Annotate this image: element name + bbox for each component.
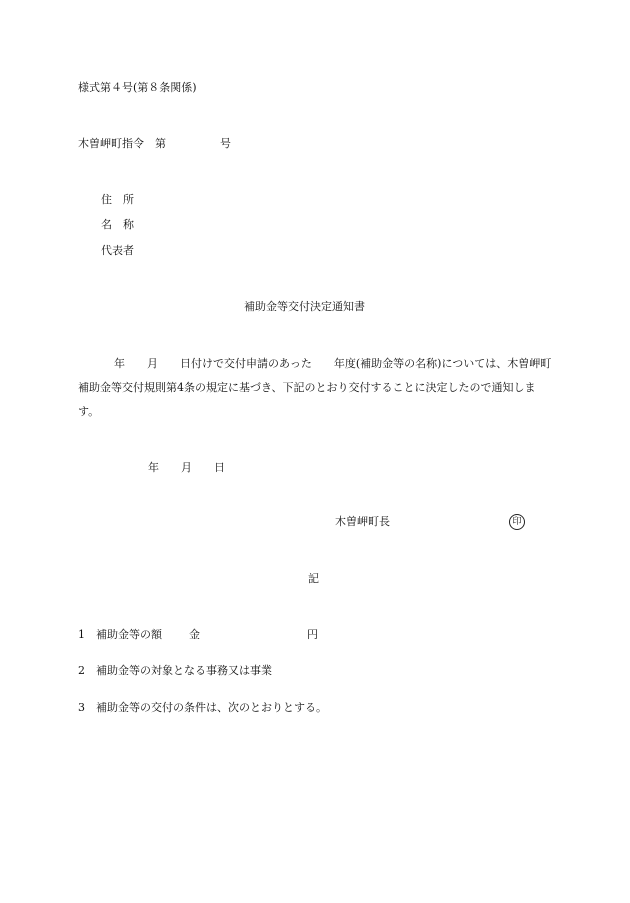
issuer-title: 木曽岬町長 [335, 515, 390, 528]
representative-label: 代表者 [101, 244, 134, 257]
body-paragraph: 年 月 日付けで交付申請のあった 年度(補助金等の名称)については、木曽岬町補助金等交付規則第4条の規定に基づき、下記のとおり交付することに決定したので通知します。 [78, 357, 552, 418]
item-2-label: 補助金等の対象となる事務又は事業 [96, 664, 272, 677]
form-number: 様式第４号(第８条関係) [78, 81, 197, 94]
document-title: 補助金等交付決定通知書 [244, 300, 365, 313]
date-line: 年 月 日 [148, 461, 225, 474]
item-1-number: 1 [78, 628, 85, 641]
item-1-kin: 金 [189, 628, 200, 641]
doc-number-prefix: 木曽岬町指令 第 [78, 137, 166, 150]
item-1-yen: 円 [307, 628, 318, 641]
item-2-number: 2 [78, 664, 85, 677]
ki-heading: 記 [308, 572, 319, 585]
doc-number-suffix: 号 [220, 137, 231, 150]
item-3-number: 3 [78, 701, 85, 714]
address-label: 住 所 [101, 193, 134, 206]
item-1-label: 補助金等の額 [96, 628, 162, 641]
seal-mark: 印 [509, 514, 525, 530]
name-label: 名 称 [101, 218, 134, 231]
item-3-label: 補助金等の交付の条件は、次のとおりとする。 [96, 701, 327, 714]
